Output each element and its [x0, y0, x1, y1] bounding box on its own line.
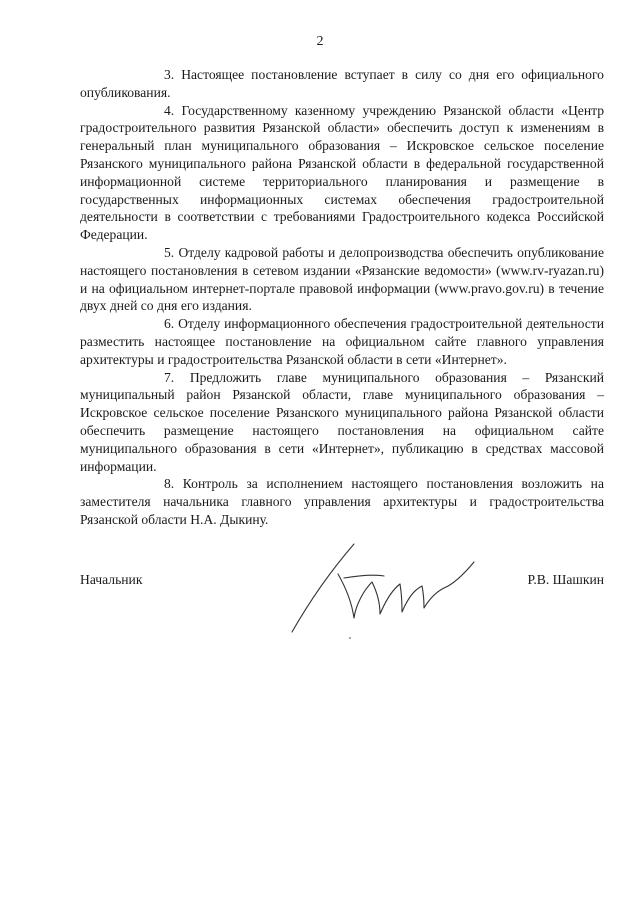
paragraph-8 [80, 475, 604, 528]
paragraph-3 [80, 66, 604, 102]
paragraph-text: Отделу кадровой работы и делопроизводства обеспечить опубликование настоящего постановления в сетевом издании «Рязанские ведомости» (www.rv-ryazan.ru) и на официальном интернет-портале правовой информации (www.pravo.gov.ru) в течение двух дней со дня его издания. [80, 244, 604, 314]
paragraph-6 [80, 315, 604, 368]
paragraph-text: Настоящее постановление вступает в силу со дня его официального опубликования. [80, 67, 604, 100]
document-body [80, 66, 604, 529]
signature-block [80, 570, 604, 630]
paragraph-number: 7. [164, 369, 175, 385]
handwritten-signature [268, 534, 528, 644]
paragraph-number: 5. [164, 244, 175, 260]
page-number: 2 [316, 34, 324, 49]
paragraph-text: Предложить главе муниципального образования – Рязанский муниципальный район Рязанской области, главе муниципального образования – Искровское сельское поселение Рязанского муниципального района Рязанской области обеспечить размещение настоящего постановления на официальном сайте муниципального образования в сети «Интернет», публикацию в средствах массовой информации. [80, 369, 604, 474]
paragraph-7 [80, 369, 604, 476]
scan-speck [349, 637, 351, 639]
paragraph-text: Отделу информационного обеспечения градостроительной деятельности разместить настоящее постановление на официальном сайте главного управления архитектуры и градостроительства Рязанской области в сети «Интернет». [80, 316, 604, 367]
paragraph-number: 3. [164, 67, 175, 82]
paragraph-number: 6. [164, 316, 175, 332]
paragraph-5 [80, 244, 604, 315]
paragraph-number: 8. [164, 476, 175, 492]
paragraph-text: Контроль за исполнением настоящего постановления возложить на заместителя начальника главного управления архитектуры и градостроительства Рязанской области Н.А. Дыкину. [80, 476, 604, 527]
signer-name: Р.В. Шашкин [527, 572, 604, 587]
paragraph-text: Государственному казенному учреждению Рязанской области «Центр градостроительного развития Рязанской области» обеспечить доступ к изменениям в генеральный план муниципального образования – Искровское сельское поселение Рязанского муниципального района Рязанской области в федеральной государственной информационной системе территориального планирования и размещение в государственных информационных системах обеспечения градостроительной деятельности в соответствии с требованиями Градостроительного кодекса Российской Федерации. [80, 102, 604, 243]
paragraph-4 [80, 102, 604, 244]
signer-title: Начальник [80, 572, 143, 587]
paragraph-number: 4. [164, 102, 175, 118]
